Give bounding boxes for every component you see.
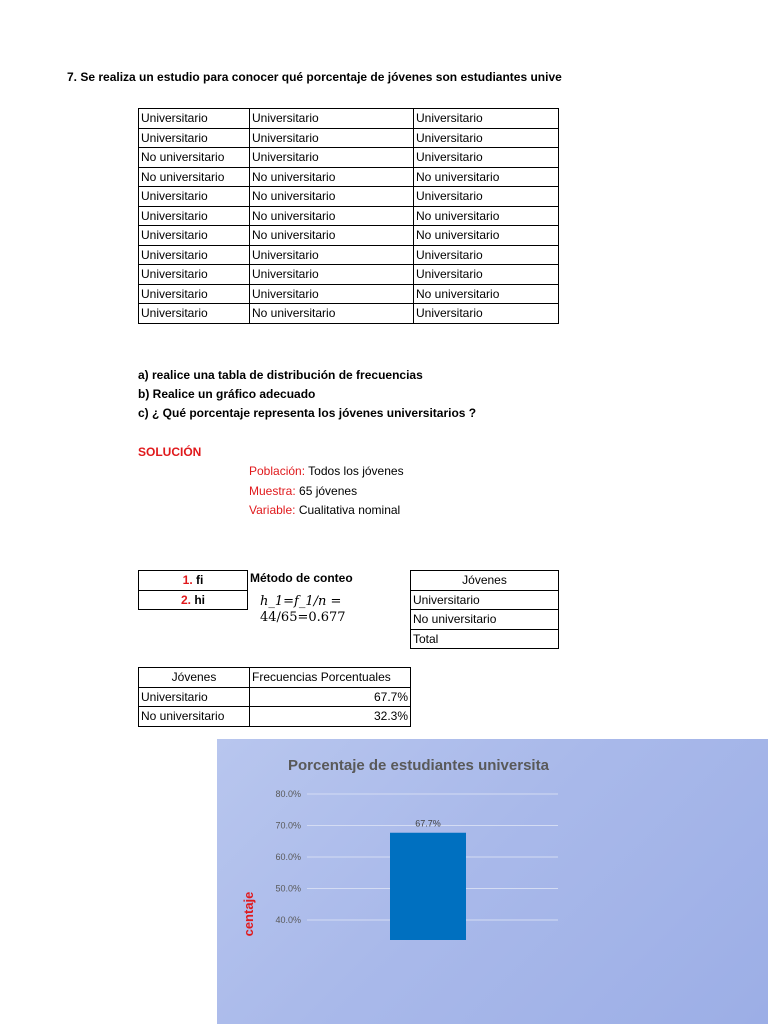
table-row xyxy=(139,206,559,226)
table-cell: No universitario xyxy=(414,167,559,187)
chart-y-tick-label: 80.0% xyxy=(275,789,301,799)
question-c: c) ¿ Qué porcentaje representa los jóvenes universitarios ? xyxy=(138,406,477,420)
fi-cell xyxy=(139,571,248,591)
formula-line-2: 44/65=0.677 xyxy=(260,610,346,625)
chart-y-axis-label: centaje xyxy=(241,891,256,937)
jovenes-row: Universitario xyxy=(411,590,559,610)
percent-row-label: Universitario xyxy=(139,687,250,707)
table-cell: Universitario xyxy=(414,148,559,168)
question-b: b) Realice un gráfico adecuado xyxy=(138,387,316,401)
chart-y-tick-label: 70.0% xyxy=(275,820,301,831)
table-row xyxy=(139,304,559,324)
hi-cell xyxy=(139,590,248,610)
table-cell: Universitario xyxy=(139,187,250,207)
table-cell: Universitario xyxy=(414,187,559,207)
table-cell: Universitario xyxy=(139,226,250,246)
table-cell: No universitario xyxy=(139,167,250,187)
hi-label: hi xyxy=(194,592,206,607)
table-cell: Universitario xyxy=(414,304,559,324)
table-cell: No universitario xyxy=(250,187,414,207)
percent-row-label: No universitario xyxy=(139,707,250,727)
variable-value: Cualitativa nominal xyxy=(298,503,401,517)
table-cell: Universitario xyxy=(414,109,559,129)
bar-chart xyxy=(217,739,768,1024)
poblacion-line xyxy=(249,464,404,478)
variable-label: Variable: xyxy=(249,503,296,517)
muestra-label: Muestra: xyxy=(249,484,296,498)
chart-y-tick-label: 60.0% xyxy=(275,852,301,862)
table-cell: Universitario xyxy=(414,128,559,148)
table-row xyxy=(139,284,559,304)
table-row xyxy=(139,128,559,148)
table-cell: Universitario xyxy=(139,284,250,304)
table-cell: Universitario xyxy=(414,265,559,285)
fi-number: 1. xyxy=(182,573,193,588)
problem-title: 7. Se realiza un estudio para conocer qué porcentaje de jóvenes son estudiantes unive xyxy=(67,70,562,84)
table-cell: Universitario xyxy=(250,128,414,148)
table-cell: Universitario xyxy=(250,284,414,304)
table-cell: Universitario xyxy=(139,304,250,324)
chart-data-label: 67.7% xyxy=(415,818,441,829)
table-row xyxy=(139,187,559,207)
question-a: a) realice una tabla de distribución de frecuencias xyxy=(138,368,423,382)
percent-header-freq: Frecuencias Porcentuales xyxy=(250,668,411,688)
formula xyxy=(260,594,346,626)
table-cell: Universitario xyxy=(250,109,414,129)
table-cell: Universitario xyxy=(250,148,414,168)
table-cell: No universitario xyxy=(414,226,559,246)
jovenes-row: Total xyxy=(411,629,559,649)
chart-bar xyxy=(390,833,466,940)
table-row xyxy=(139,245,559,265)
jovenes-table xyxy=(410,570,559,649)
table-cell: Universitario xyxy=(250,265,414,285)
percent-row-value: 32.3% xyxy=(250,707,411,727)
table-cell: Universitario xyxy=(139,109,250,129)
table-row xyxy=(139,167,559,187)
table-row xyxy=(139,109,559,129)
muestra-line xyxy=(249,484,357,498)
jovenes-row: No universitario xyxy=(411,610,559,630)
table-row xyxy=(139,148,559,168)
table-cell: Universitario xyxy=(139,265,250,285)
percent-header-jovenes: Jóvenes xyxy=(139,668,250,688)
formula-line-1: h_1=f_1/n = xyxy=(260,594,342,609)
chart-y-tick-label: 40.0% xyxy=(275,915,301,925)
table-cell: Universitario xyxy=(139,128,250,148)
table-row xyxy=(139,226,559,246)
table-cell: No universitario xyxy=(139,148,250,168)
percent-row-value: 67.7% xyxy=(250,687,411,707)
data-table xyxy=(138,108,559,324)
chart-title: Porcentaje de estudiantes universita xyxy=(288,757,549,774)
table-cell: No universitario xyxy=(250,167,414,187)
percent-table xyxy=(138,667,411,727)
chart-svg xyxy=(217,739,768,1024)
table-cell: Universitario xyxy=(250,245,414,265)
table-cell: Universitario xyxy=(139,245,250,265)
table-cell: No universitario xyxy=(250,304,414,324)
table-cell: No universitario xyxy=(250,226,414,246)
jovenes-header: Jóvenes xyxy=(411,571,559,591)
hi-number: 2. xyxy=(180,592,191,607)
table-cell: No universitario xyxy=(414,284,559,304)
poblacion-value: Todos los jóvenes xyxy=(308,464,404,478)
table-cell: Universitario xyxy=(414,245,559,265)
table-cell: No universitario xyxy=(250,206,414,226)
table-cell: No universitario xyxy=(414,206,559,226)
solution-heading: SOLUCIÓN xyxy=(138,445,202,459)
fi-hi-table xyxy=(138,570,248,610)
table-cell: Universitario xyxy=(139,206,250,226)
poblacion-label: Población: xyxy=(249,464,306,478)
fi-label: fi xyxy=(196,573,204,588)
metodo-label: Método de conteo xyxy=(250,571,353,585)
table-row xyxy=(139,265,559,285)
muestra-value: 65 jóvenes xyxy=(299,484,358,498)
chart-y-tick-label: 50.0% xyxy=(275,883,301,894)
variable-line xyxy=(249,503,400,517)
